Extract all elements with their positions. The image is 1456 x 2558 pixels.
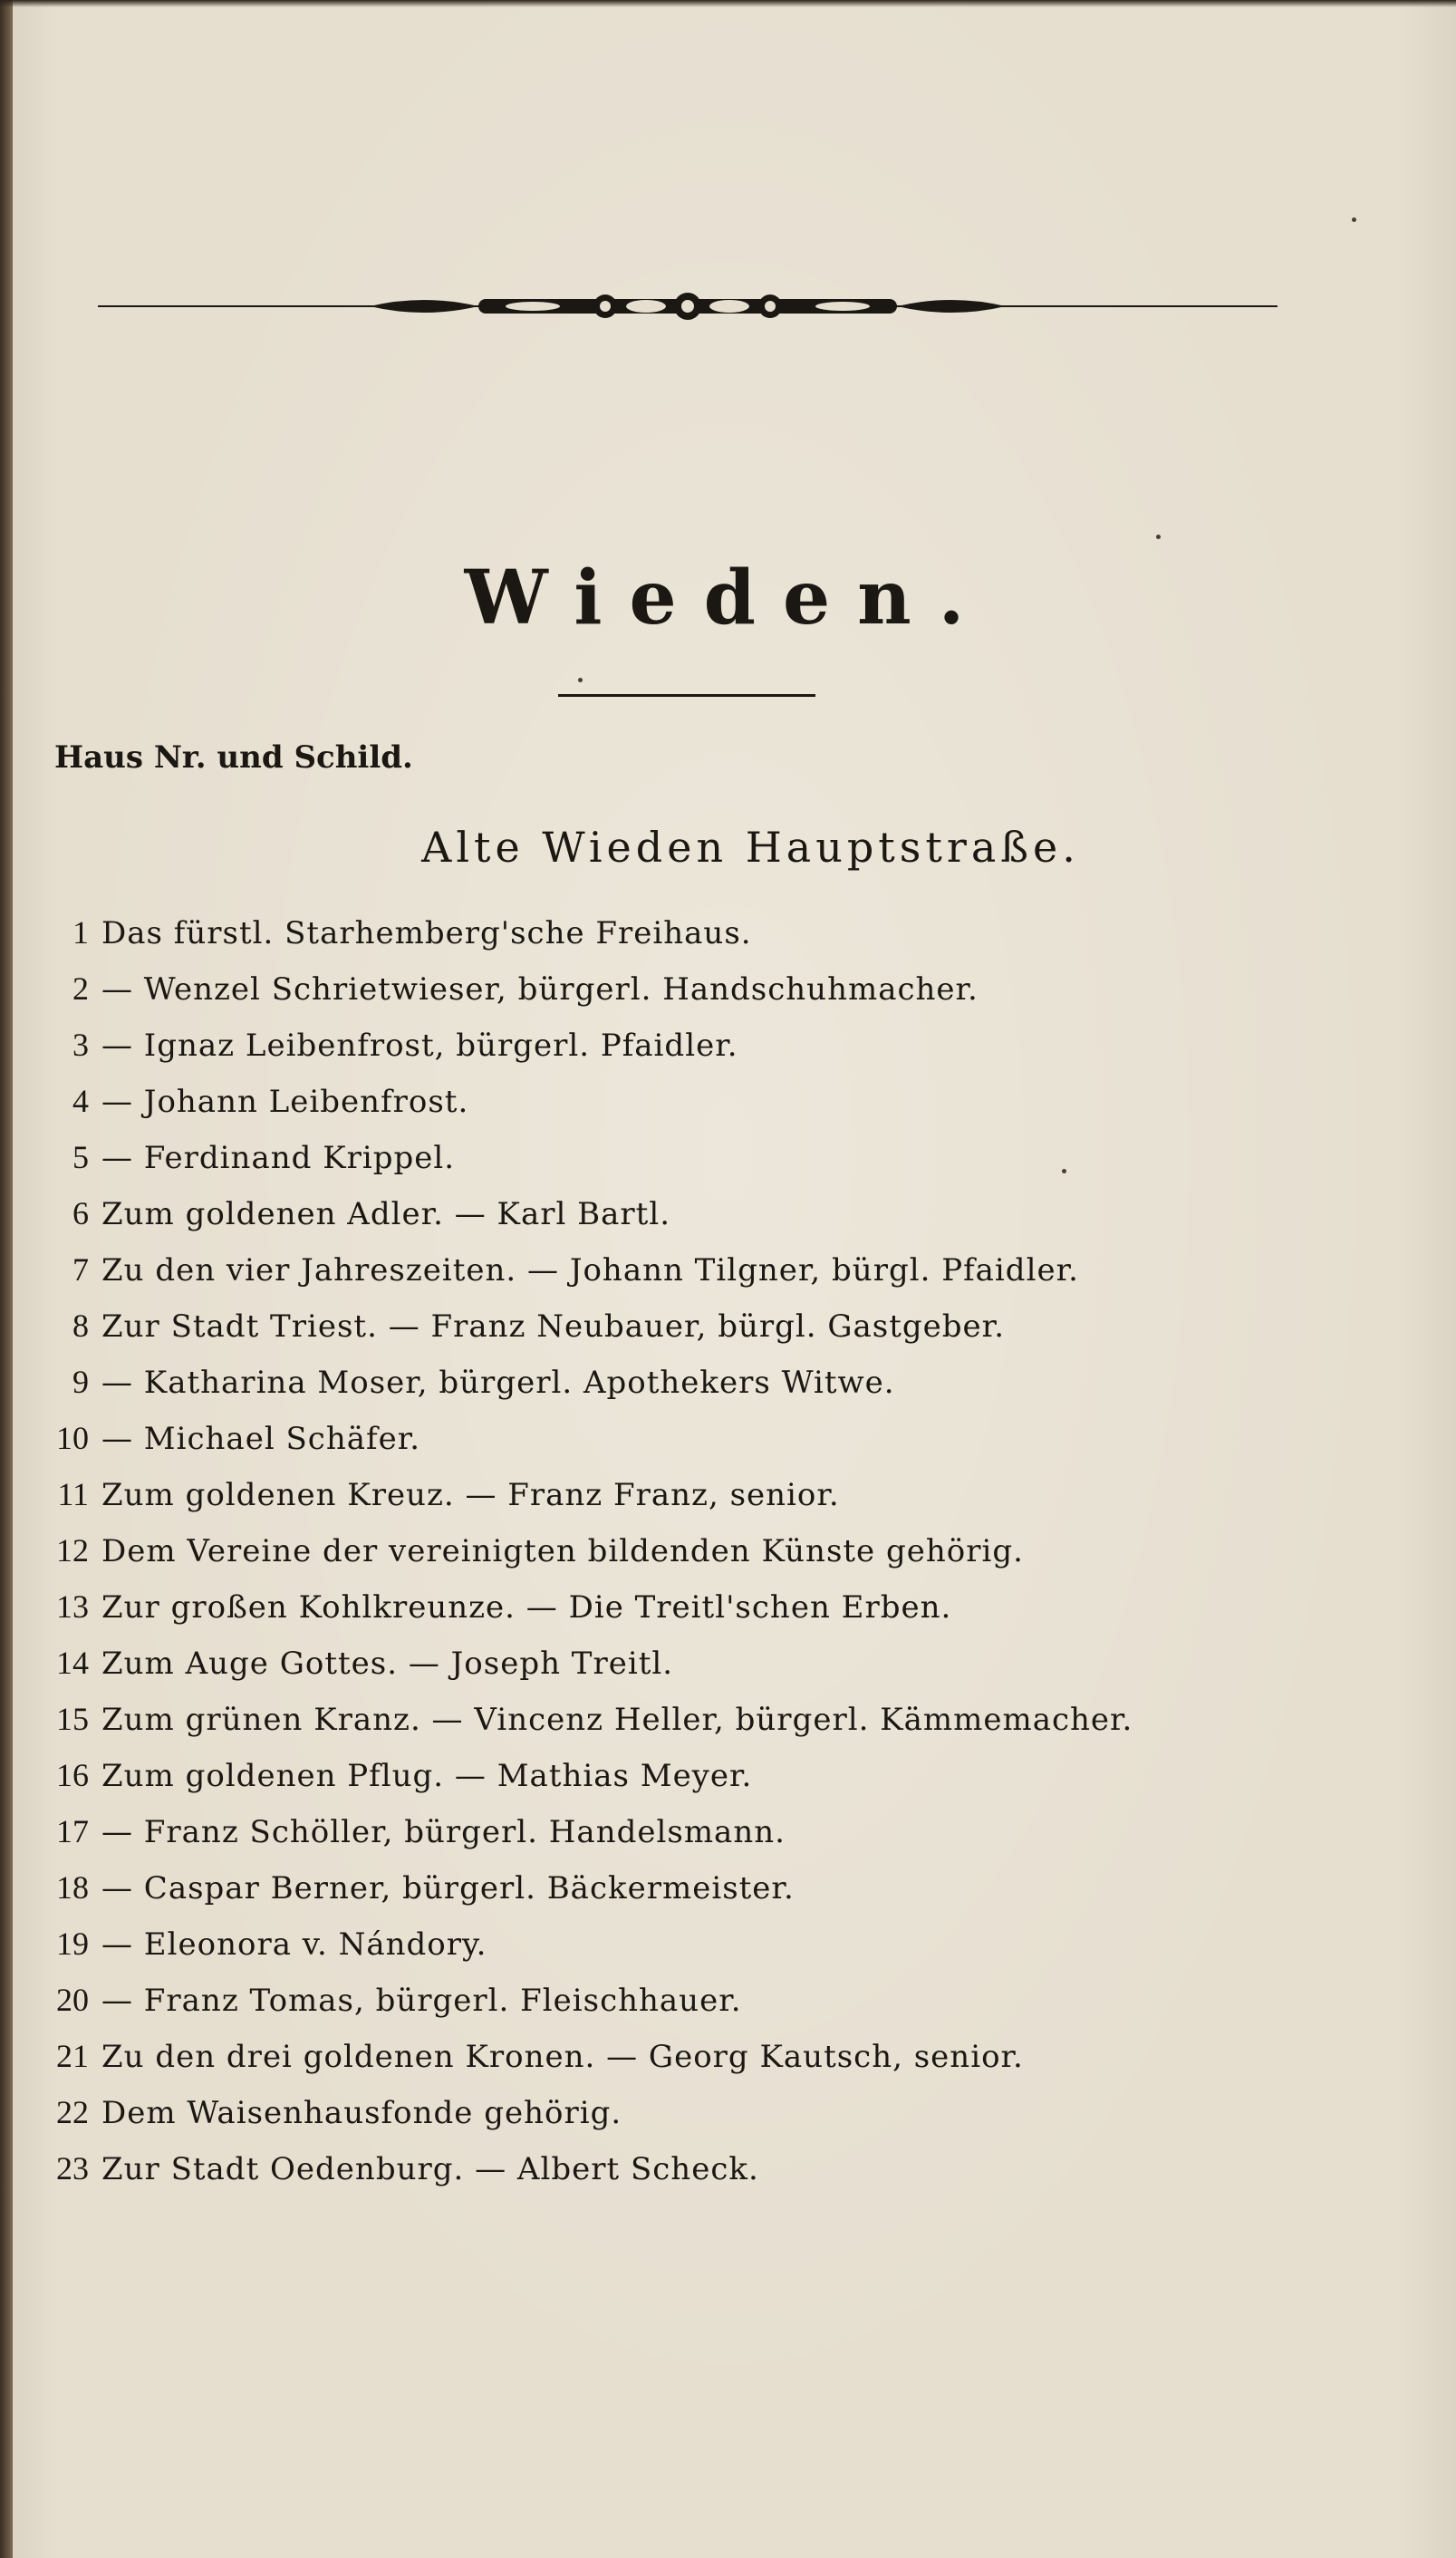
house-sign: Zum goldenen Adler. — Karl Bartl. <box>101 1196 670 1232</box>
house-number: 14 <box>56 1645 89 1681</box>
list-item <box>34 1241 1393 1298</box>
house-number: 18 <box>56 1869 89 1906</box>
column-header: Haus Nr. und Schild. <box>54 739 413 776</box>
list-item <box>34 1691 1393 1747</box>
list-item <box>34 2140 1393 2196</box>
page-left-edge <box>0 0 13 2558</box>
list-item <box>34 1522 1393 1578</box>
page-top-edge <box>0 0 1456 7</box>
house-sign: — Caspar Berner, bürgerl. Bäckermeister. <box>101 1870 795 1906</box>
house-sign: — Ferdinand Krippel. <box>101 1140 456 1176</box>
house-number: 6 <box>72 1195 89 1231</box>
house-number: 19 <box>56 1926 89 1962</box>
house-number: 21 <box>56 2038 89 2074</box>
list-item <box>34 1859 1393 1916</box>
list-item <box>34 1185 1393 1241</box>
house-number: 15 <box>56 1701 89 1737</box>
paper-fleck <box>578 678 583 682</box>
paper-fleck <box>1156 535 1161 539</box>
list-item <box>34 960 1393 1017</box>
house-number: 4 <box>72 1083 89 1119</box>
house-list <box>34 904 1393 2196</box>
list-item <box>34 1298 1393 1354</box>
house-number: 2 <box>72 970 89 1007</box>
house-number: 7 <box>72 1251 89 1288</box>
house-number: 16 <box>56 1757 89 1793</box>
list-item <box>34 2084 1393 2140</box>
list-item <box>34 1466 1393 1522</box>
house-number: 9 <box>72 1364 89 1400</box>
house-sign: Zum Auge Gottes. — Joseph Treitl. <box>101 1646 674 1682</box>
house-sign: Zur Stadt Oedenburg. — Albert Scheck. <box>101 2151 759 2187</box>
house-sign: Zur großen Kohlkreunze. — Die Treitl'schen Erben. <box>101 1589 952 1626</box>
list-item <box>34 1747 1393 1803</box>
street-heading: Alte Wieden Hauptstraße. <box>421 823 1080 872</box>
house-number: 17 <box>56 1813 89 1849</box>
list-item <box>34 1972 1393 2028</box>
list-item <box>34 1578 1393 1635</box>
house-number: 22 <box>56 2094 89 2130</box>
list-item <box>34 2028 1393 2084</box>
ornamental-divider <box>98 286 1278 326</box>
house-number: 5 <box>72 1139 89 1175</box>
house-sign: — Katharina Moser, bürgerl. Apothekers Witwe. <box>101 1365 895 1401</box>
house-number: 12 <box>56 1532 89 1569</box>
house-number: 8 <box>72 1308 89 1344</box>
house-number: 20 <box>56 1982 89 2018</box>
house-number: 10 <box>56 1420 89 1456</box>
house-sign: — Eleonora v. Nándory. <box>101 1926 487 1963</box>
list-item <box>34 1073 1393 1129</box>
paper-fleck <box>1352 217 1356 222</box>
house-sign: Dem Waisenhausfonde gehörig. <box>101 2095 622 2131</box>
house-sign: — Franz Tomas, bürgerl. Fleischhauer. <box>101 1983 742 2019</box>
list-item <box>34 1916 1393 1972</box>
list-item <box>34 1410 1393 1466</box>
house-number: 1 <box>72 914 89 951</box>
house-sign: Zum grünen Kranz. — Vincenz Heller, bürgerl. Kämmemacher. <box>101 1702 1133 1738</box>
paper-fleck <box>1062 1169 1066 1173</box>
list-item <box>34 1017 1393 1073</box>
house-sign: — Franz Schöller, bürgerl. Handelsmann. <box>101 1814 786 1850</box>
house-sign: Zur Stadt Triest. — Franz Neubauer, bürgl. Gastgeber. <box>101 1308 1005 1345</box>
house-number: 23 <box>56 2150 89 2186</box>
house-number: 11 <box>57 1476 89 1512</box>
house-sign: Das fürstl. Starhemberg'sche Freihaus. <box>101 915 752 951</box>
list-item <box>34 1803 1393 1859</box>
house-number: 3 <box>72 1027 89 1063</box>
house-sign: — Michael Schäfer. <box>101 1421 421 1457</box>
title-underline <box>558 694 815 697</box>
house-sign: Dem Vereine der vereinigten bildenden Künste gehörig. <box>101 1533 1024 1569</box>
house-number: 13 <box>56 1588 89 1625</box>
list-item <box>34 1354 1393 1410</box>
list-item <box>34 1129 1393 1185</box>
house-sign: Zu den vier Jahreszeiten. — Johann Tilgner, bürgl. Pfaidler. <box>101 1252 1079 1289</box>
list-item <box>34 1635 1393 1691</box>
house-sign: — Wenzel Schrietwieser, bürgerl. Handschuhmacher. <box>101 971 979 1008</box>
house-sign: Zu den drei goldenen Kronen. — Georg Kautsch, senior. <box>101 2039 1024 2075</box>
page-title: Wieden. <box>464 555 992 642</box>
list-item <box>34 904 1393 960</box>
house-sign: — Johann Leibenfrost. <box>101 1084 469 1120</box>
house-sign: Zum goldenen Pflug. — Mathias Meyer. <box>101 1758 753 1794</box>
house-sign: Zum goldenen Kreuz. — Franz Franz, senior. <box>101 1477 840 1513</box>
house-sign: — Ignaz Leibenfrost, bürgerl. Pfaidler. <box>101 1028 738 1064</box>
